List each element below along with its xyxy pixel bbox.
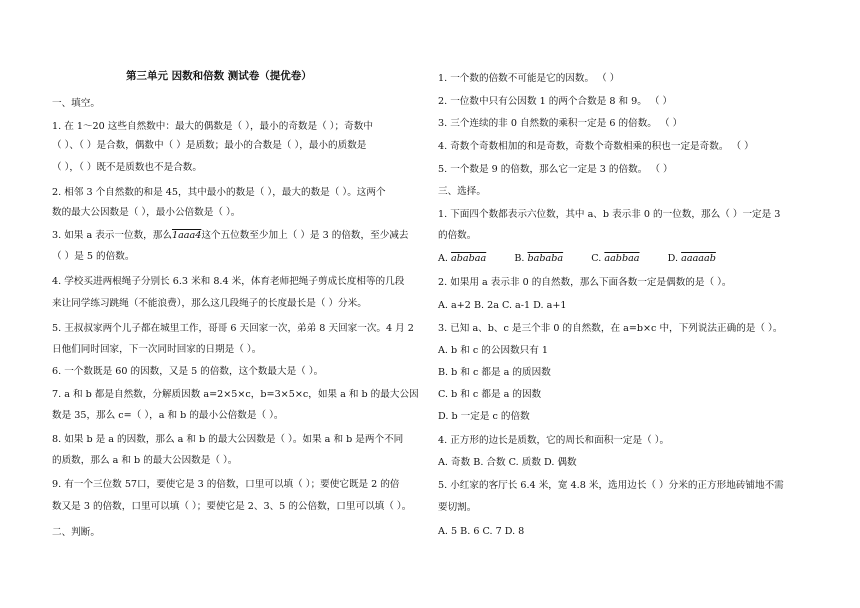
question-line: 2. 相邻 3 个自然数的和是 45，其中最小的数是（ ），最大的数是（ ）。这两个 (52, 187, 386, 198)
option-label: B. (514, 253, 525, 264)
choice-question: 1. 下面四个数都表示六位数，其中 a、b 表示非 0 的一位数，那么（ ）一定是 3 (438, 209, 781, 220)
judge-item: 2. 一位数中只有公因数 1 的两个合数是 8 和 9。 （ ） (438, 96, 673, 107)
choice-option: A. b 和 c 的公因数只有 1 (438, 345, 548, 356)
question-line: 来让同学练习跳绳（不能浪费），那么这几段绳子的长度最长是（ ）分米。 (52, 298, 367, 309)
question-line: 7. a 和 b 都是自然数，分解质因数 a=2×5×c，b=3×5×c，如果 a 和 b 的最大公因 (52, 389, 419, 400)
choice-options: A. a+2 B. 2a C. a-1 D. a+1 (438, 300, 567, 311)
section-heading-fill-in: 一、填空。 (52, 98, 100, 109)
section-heading-true-false: 二、判断。 (52, 527, 100, 538)
question-line: 数又是 3 的倍数，口里可以填（ ）；要使它是 2、3、5 的公倍数，口里可以填（ ）。 (52, 501, 412, 512)
option-value: ababaa (451, 253, 487, 264)
worksheet-title: 第三单元 因数和倍数 测试卷（提优卷） (126, 70, 312, 82)
question-line: 4. 学校买进两根绳子分别长 6.3 米和 8.4 米，体育老师把绳子剪成长度相等的几段 (52, 276, 405, 287)
judge-item: 1. 一个数的倍数不可能是它的因数。 （ ） (438, 73, 620, 84)
option-value: bababa (527, 253, 564, 264)
question-line: 8. 如果 b 是 a 的因数，那么 a 和 b 的最大公因数是（ ）。如果 a 和 b 是两个不同 (52, 434, 404, 445)
choice-options: A. 5 B. 6 C. 7 D. 8 (438, 526, 525, 537)
choice-question: 要切割。 (438, 502, 477, 513)
choice-options-q1 (438, 252, 716, 265)
judge-item: 4. 奇数个奇数相加的和是奇数，奇数个奇数相乘的积也一定是奇数。 （ ） (438, 141, 754, 152)
option-label: D. (667, 253, 679, 264)
choice-option: C. b 和 c 都是 a 的因数 (438, 389, 542, 400)
option-label: A. (438, 253, 448, 264)
option-value: aaaaab (681, 253, 716, 264)
question-line: （ ）、（ ）是合数，偶数中（ ）是质数；最小的合数是（ ），最小的质数是 (52, 140, 367, 151)
question-line: 1. 在 1～20 这些自然数中：最大的偶数是（ ），最小的奇数是（ ）；奇数中 (52, 121, 373, 132)
choice-options: A. 奇数 B. 合数 C. 质数 D. 偶数 (438, 457, 577, 468)
judge-item: 3. 三个连续的非 0 自然数的乘积一定是 6 的倍数。 （ ） (438, 118, 683, 129)
question-text: 3. 如果 a 表示一位数，那么 (52, 230, 172, 241)
question-line: 数是 35，那么 c=（ ），a 和 b 的最小公倍数是（ ）。 (52, 410, 284, 421)
option-label: C. (591, 253, 602, 264)
choice-question: 4. 正方形的边长是质数，它的周长和面积一定是（ ）。 (438, 435, 670, 446)
question-line: 的质数，那么 a 和 b 的最大公因数是（ ）。 (52, 455, 238, 466)
option-value: aabbaa (604, 253, 640, 264)
choice-question: 5. 小红家的客厅长 6.4 米，宽 4.8 米，选用边长（ ）分米的正方形地砖铺地不需 (438, 480, 784, 491)
choice-option: D. b 一定是 c 的倍数 (438, 411, 530, 422)
question-line: （ ），（ ）既不是质数也不是合数。 (52, 162, 202, 173)
question-line: 5. 王叔叔家两个儿子都在城里工作，哥哥 6 天回家一次，弟弟 8 天回家一次。4 月 2 (52, 323, 414, 334)
question-line: 6. 一个数既是 60 的因数，又是 5 的倍数，这个数最大是（ ）。 (52, 366, 324, 377)
question-line (52, 229, 408, 242)
question-line: 数的最大公因数是（ ），最小公倍数是（ ）。 (52, 207, 241, 218)
judge-item: 5. 一个数是 9 的倍数，那么它一定是 3 的倍数。 （ ） (438, 164, 673, 175)
question-line: 9. 有一个三位数 57口，要使它是 3 的倍数，口里可以填（ ）；要使它既是 2 的倍 (52, 479, 400, 490)
question-text: 这个五位数至少加上（ ）是 3 的倍数，至少减去 (201, 230, 409, 241)
choice-question: 的倍数。 (438, 230, 477, 241)
choice-question: 3. 已知 a、b、c 是三个非 0 的自然数，在 a=b×c 中，下列说法正确的是（ ）。 (438, 323, 783, 334)
question-line: 日他们同时回家，下一次同时回家的日期是（ ）。 (52, 344, 262, 355)
question-line: （ ）是 5 的倍数。 (52, 251, 135, 262)
choice-option: B. b 和 c 都是 a 的质因数 (438, 367, 551, 378)
section-heading-choice: 三、选择。 (438, 186, 486, 197)
overlined-number: 1aaa4 (171, 230, 202, 241)
choice-question: 2. 如果用 a 表示非 0 的自然数，那么下面各数一定是偶数的是（ ）。 (438, 277, 732, 288)
